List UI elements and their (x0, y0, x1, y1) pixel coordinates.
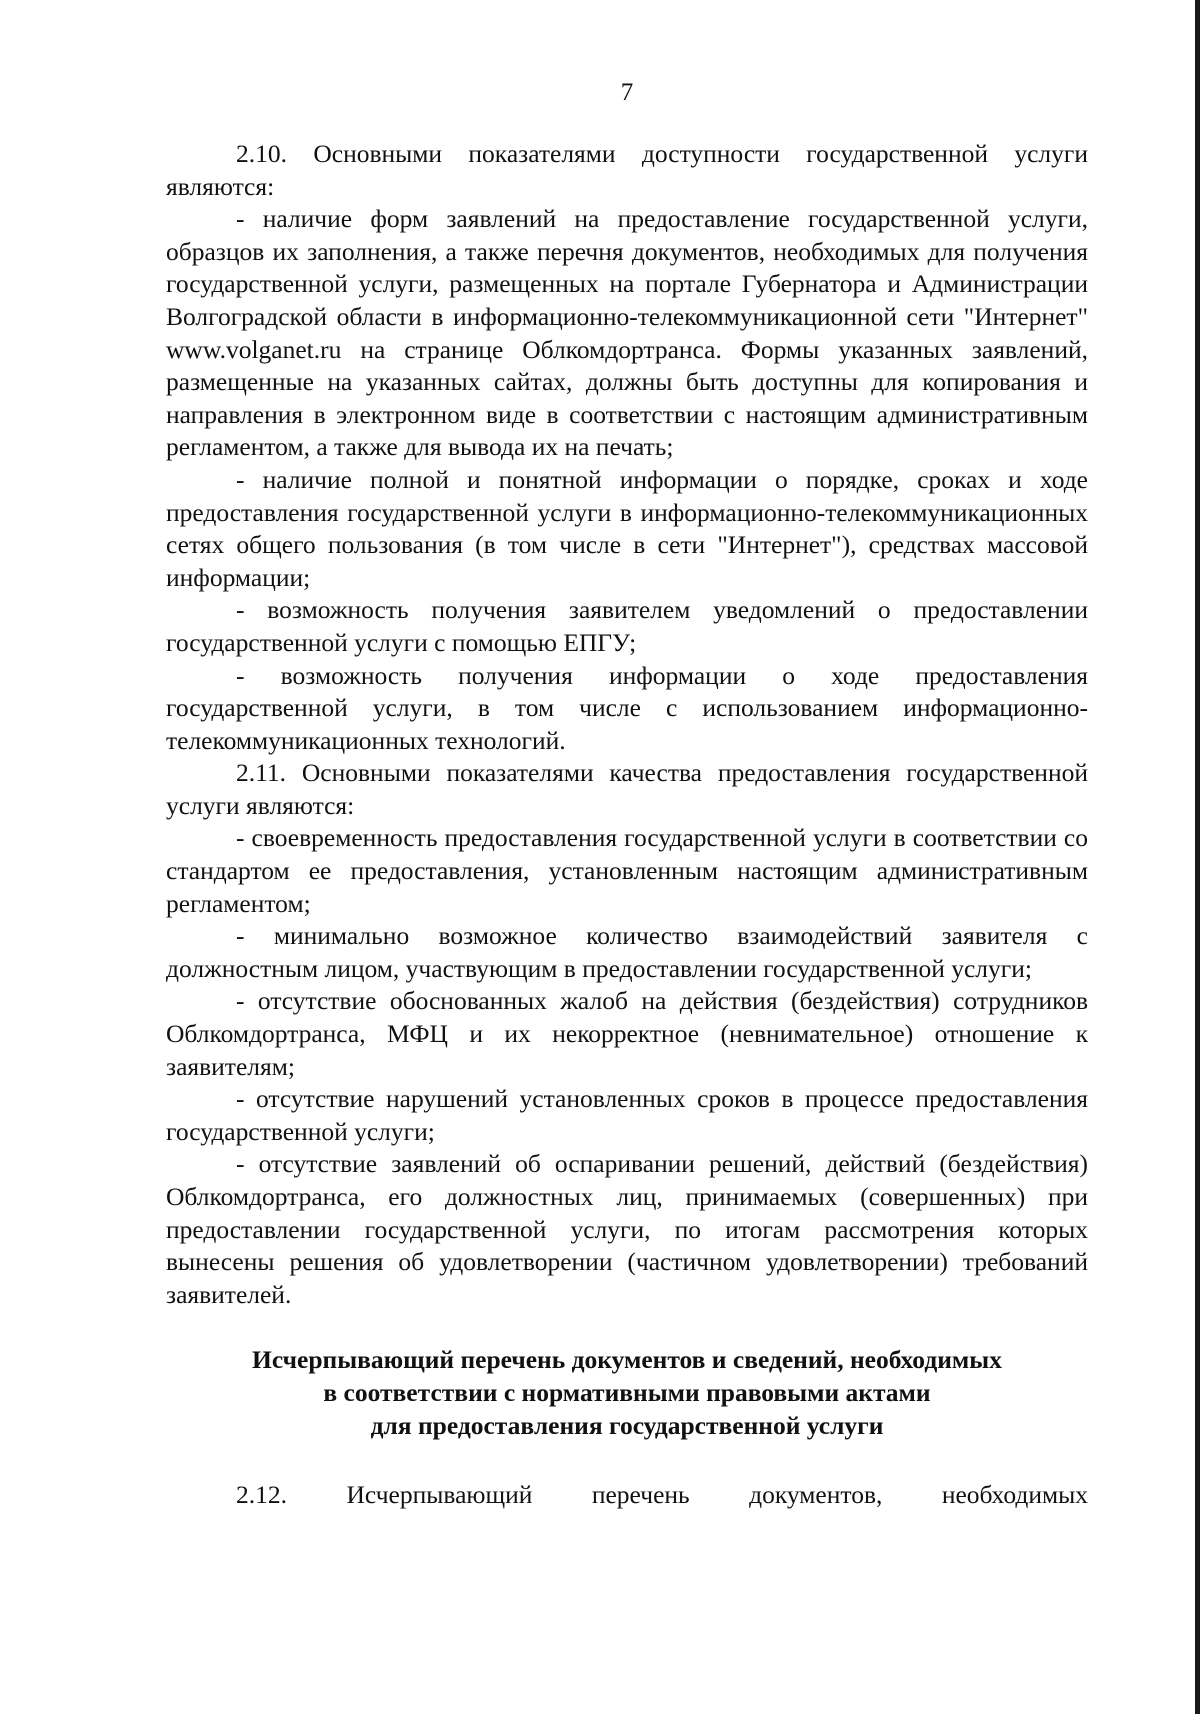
section-heading (166, 1344, 1088, 1442)
paragraph-2-12: 2.12. Исчерпывающий перечень документов, необходимых (236, 1480, 1088, 1510)
paragraph-bullet-forms: - наличие форм заявлений на предоставление государственной услуги, образцов их заполнения, а также перечня документов, необходимых для получения государственной услуги, размещенных на портале Губернатора и Администрации Волгоградской области в информационно-телекоммуникационной сети "Интернет" www.volganet.ru на странице Облкомдортранса. Формы указанных заявлений, размещенные на указанных сайтах, должны быть доступны для копирования и направления в электронном виде в соответствии с настоящим административным регламентом, а также для вывода их на печать; (166, 204, 1088, 462)
paragraph-2-11: 2.11. Основными показателями качества предоставления государственной услуги являются: (166, 758, 1088, 820)
section-heading-line: в соответствии с нормативными правовыми актами (323, 1377, 931, 1407)
paragraph-bullet-complaints: - отсутствие обоснованных жалоб на действия (бездействия) сотрудников Облкомдортранса, МФЦ и их некорректное (невнимательное) отношение к заявителям; (166, 986, 1088, 1081)
page-number: 7 (620, 79, 634, 106)
section-heading-line: Исчерпывающий перечень документов и сведений, необходимых (252, 1345, 1002, 1375)
paragraph-2-10: 2.10. Основными показателями доступности государственной услуги являются: (166, 139, 1088, 201)
paragraph-bullet-notifications: - возможность получения заявителем уведомлений о предоставлении государственной услуги с помощью ЕПГУ; (166, 595, 1088, 657)
paragraph-bullet-timeliness: - своевременность предоставления государственной услуги в соответствии со стандартом ее предоставления, установленным настоящим административным регламентом; (166, 823, 1088, 918)
document-body (166, 138, 1088, 1512)
paragraph-bullet-disputes: - отсутствие заявлений об оспаривании решений, действий (бездействия) Облкомдортранса, его должностных лиц, принимаемых (совершенных) при предоставлении государственной услуги, по итогам рассмотрения которых вынесены решения об удовлетворении (частичном удовлетворении) требований заявителей. (166, 1149, 1088, 1309)
paragraph-bullet-progress: - возможность получения информации о ходе предоставления государственной услуги, в том числе с использованием информационно-телекоммуникационных технологий. (166, 660, 1088, 755)
paragraph-bullet-information: - наличие полной и понятной информации о порядке, сроках и ходе предоставления государственной услуги в информационно-телекоммуникационных сетях общего пользования (в том числе в сети "Интернет"), средствах массовой информации; (166, 464, 1088, 592)
paragraph-bullet-deadlines: - отсутствие нарушений установленных сроков в процессе предоставления государственной услуги; (166, 1084, 1088, 1146)
section-heading-line: для предоставления государственной услуги (370, 1410, 884, 1440)
paragraph-bullet-interactions: - минимально возможное количество взаимодействий заявителя с должностным лицом, участвующим в предоставлении государственной услуги; (166, 921, 1088, 983)
scan-edge (1195, 0, 1200, 1714)
